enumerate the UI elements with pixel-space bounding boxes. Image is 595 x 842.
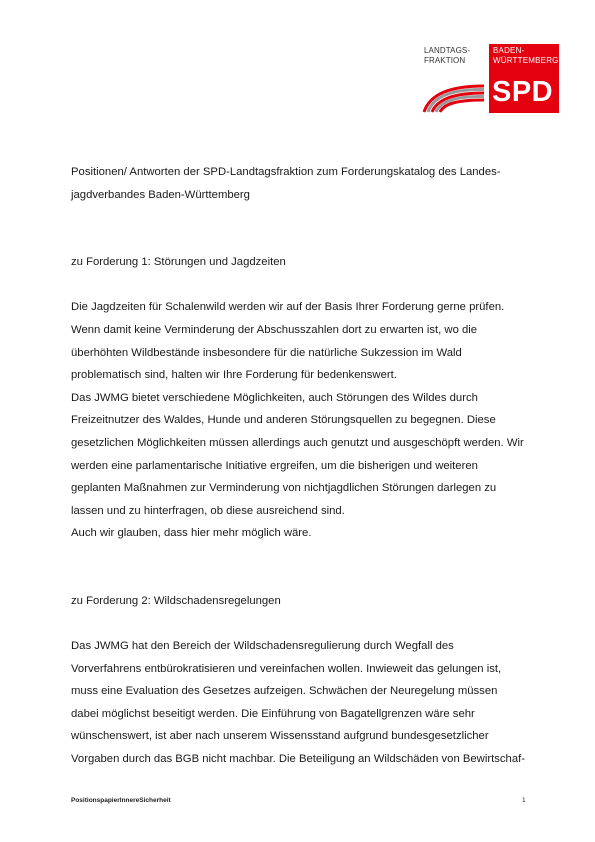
footer-page-number: 1 — [522, 797, 526, 804]
document-body — [71, 161, 527, 771]
region-label: BADEN- WÜRTTEMBERG — [493, 46, 559, 65]
paragraph: Das JWMG hat den Bereich der Wildschadensregulierung durch Wegfall des Vorverfahrens entbürokratisieren und vereinfachen wollen. Inwieweit das gelungen ist, muss eine Evaluation des Gesetzes aufzeigen. Schwächen der Neuregelung müssen dabei möglichst beseitigt werden. Die Einführung von Bagatellgrenzen wäre sehr wünschenswert, ist aber nach unserem Wissensstand aufgrund bundesgesetzlicher Vorgaben durch das BGB nicht machbar. Die Beteiligung an Wildschäden von Bewirtschaf- — [71, 640, 526, 766]
paragraph: Die Jagdzeiten für Schalenwild werden wir auf der Basis Ihrer Forderung gerne prüfen. Wenn damit keine Verminderung der Abschusszahlen dort zu erwarten ist, wo die überhöhten Wildbestände insbesondere für die natürliche Sukzession im Wald problematisch sind, halten wir Ihre Forderung für bedenkenswert. — [71, 301, 505, 382]
spd-logo-box — [489, 44, 559, 113]
parliament-arcs-icon — [420, 74, 488, 114]
spd-fraktion-logo — [420, 44, 560, 114]
spd-wordmark: SPD — [492, 76, 554, 108]
document-title: Positionen/ Antworten der SPD-Landtagsfraktion zum Forderungskatalog des Landes-jagdverbandes Baden-Württemberg — [71, 166, 501, 201]
paragraph: Das JWMG bietet verschiedene Möglichkeiten, auch Störungen des Wildes durch Freizeitnutzer des Waldes, Hunde und anderen Störungsquellen zu begegnen. Diese gesetzlichen Möglichkeiten müssen allerdings auch genutzt und ausgeschöpft werden. Wir werden eine parlamentarische Initiative ergreifen, um die bisherigen und weiteren geplanten Maßnahmen zur Verminderung von nichtjagdlichen Störungen darlegen zu lassen und zu hinterfragen, ob diese ausreichend sind. — [71, 391, 524, 517]
paragraph: Auch wir glauben, dass hier mehr möglich wäre. — [71, 527, 312, 540]
fraktion-label: LANDTAGS- FRAKTION — [424, 46, 471, 65]
section-heading: zu Forderung 2: Wildschadensregelungen — [71, 594, 281, 607]
section-forderung-2 — [71, 590, 527, 771]
section-heading: zu Forderung 1: Störungen und Jagdzeiten — [71, 256, 286, 269]
footer-document-name: PositionspapierInnereSicherheit — [71, 797, 171, 804]
section-forderung-1 — [71, 251, 527, 545]
